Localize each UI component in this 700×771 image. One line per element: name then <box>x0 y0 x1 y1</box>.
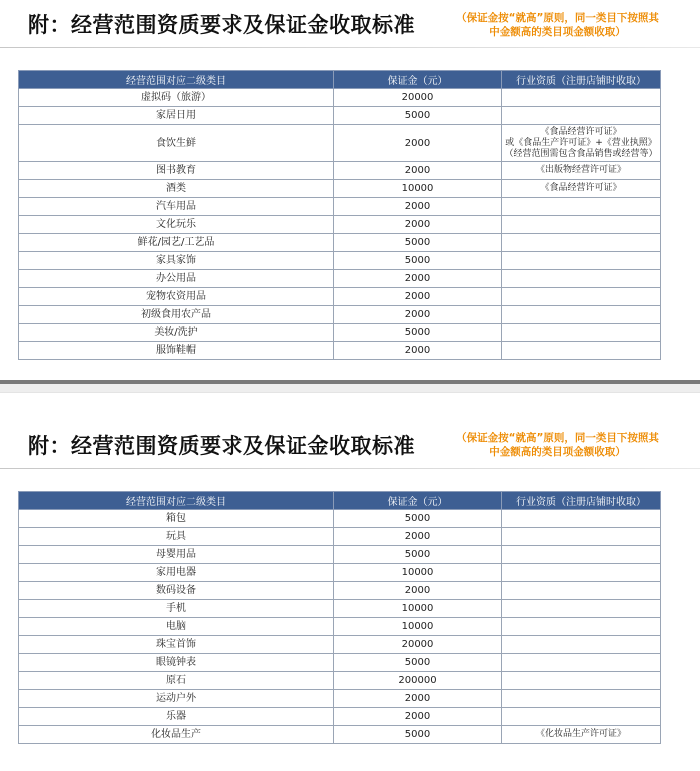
category-cell: 眼镜钟表 <box>19 654 334 672</box>
qualification-cell: 《食品经营许可证》 <box>502 180 661 198</box>
qualification-cell <box>502 234 661 252</box>
qualification-cell: 《出版物经营许可证》 <box>502 162 661 180</box>
qualification-cell <box>502 198 661 216</box>
qualification-cell <box>502 654 661 672</box>
deposit-cell: 5000 <box>334 107 502 125</box>
deposit-cell: 2000 <box>334 270 502 288</box>
deposit-cell: 2000 <box>334 198 502 216</box>
qualification-cell <box>502 564 661 582</box>
column-header-category: 经营范围对应二级类目 <box>19 71 334 89</box>
category-cell: 玩具 <box>19 528 334 546</box>
category-cell: 文化玩乐 <box>19 216 334 234</box>
table-row <box>19 288 661 306</box>
category-cell: 鲜花/园艺/工艺品 <box>19 234 334 252</box>
deposit-cell: 10000 <box>334 180 502 198</box>
category-cell: 家具家饰 <box>19 252 334 270</box>
qualification-cell <box>502 125 661 162</box>
qualification-cell <box>502 618 661 636</box>
deposit-note-line-2: 中金额高的类目项金额收取） <box>489 26 626 38</box>
table-row <box>19 107 661 125</box>
deposit-cell: 2000 <box>334 582 502 600</box>
category-cell: 数码设备 <box>19 582 334 600</box>
qualification-cell <box>502 510 661 528</box>
category-cell: 家居日用 <box>19 107 334 125</box>
column-header-qualification: 行业资质（注册店铺时收取） <box>502 492 661 510</box>
category-cell: 酒类 <box>19 180 334 198</box>
table-row <box>19 726 661 744</box>
deposit-cell: 5000 <box>334 252 502 270</box>
deposit-cell: 5000 <box>334 654 502 672</box>
deposit-table <box>18 70 661 360</box>
table-header-row <box>19 492 661 510</box>
table-row <box>19 690 661 708</box>
deposit-cell: 10000 <box>334 564 502 582</box>
deposit-cell: 2000 <box>334 125 502 162</box>
slide-gap <box>0 384 700 392</box>
table-row <box>19 528 661 546</box>
deposit-note-line-1: （保证金按“就高”原则，同一类目下按照其 <box>456 432 659 444</box>
qualification-cell <box>502 636 661 654</box>
category-cell: 乐器 <box>19 708 334 726</box>
category-cell: 图书教育 <box>19 162 334 180</box>
category-cell: 汽车用品 <box>19 198 334 216</box>
qualification-cell <box>502 528 661 546</box>
category-cell: 电脑 <box>19 618 334 636</box>
table-row <box>19 600 661 618</box>
deposit-table <box>18 491 661 744</box>
table-row <box>19 125 661 162</box>
category-cell: 化妆品生产 <box>19 726 334 744</box>
table-row <box>19 636 661 654</box>
column-header-deposit: 保证金（元） <box>334 492 502 510</box>
deposit-cell: 5000 <box>334 324 502 342</box>
category-cell: 服饰鞋帽 <box>19 342 334 360</box>
qualification-cell <box>502 89 661 107</box>
title-divider <box>0 47 700 48</box>
deposit-cell: 2000 <box>334 288 502 306</box>
qualification-cell: 《化妆品生产许可证》 <box>502 726 661 744</box>
slide-panel-2 <box>0 392 700 771</box>
deposit-cell: 2000 <box>334 306 502 324</box>
deposit-note <box>430 11 685 39</box>
table-row <box>19 582 661 600</box>
deposit-cell: 10000 <box>334 618 502 636</box>
page-title: 附：经营范围资质要求及保证金收取标准 <box>28 13 415 37</box>
deposit-note-line-2: 中金额高的类目项金额收取） <box>489 446 626 458</box>
deposit-cell: 200000 <box>334 672 502 690</box>
category-cell: 初级食用农产品 <box>19 306 334 324</box>
qualification-cell <box>502 546 661 564</box>
table-row <box>19 180 661 198</box>
category-cell: 原石 <box>19 672 334 690</box>
deposit-cell: 2000 <box>334 162 502 180</box>
table-row <box>19 324 661 342</box>
table-header-row <box>19 71 661 89</box>
table-row <box>19 654 661 672</box>
table-row <box>19 306 661 324</box>
category-cell: 家用电器 <box>19 564 334 582</box>
category-cell: 箱包 <box>19 510 334 528</box>
category-cell: 虚拟码（旅游） <box>19 89 334 107</box>
column-header-qualification: 行业资质（注册店铺时收取） <box>502 71 661 89</box>
qualification-cell <box>502 324 661 342</box>
qualification-line: 或《食品生产许可证》+《营业执照》 <box>505 137 657 148</box>
table-row <box>19 546 661 564</box>
table-row <box>19 198 661 216</box>
deposit-cell: 5000 <box>334 726 502 744</box>
deposit-cell: 2000 <box>334 216 502 234</box>
table-row <box>19 252 661 270</box>
deposit-note-line-1: （保证金按“就高”原则，同一类目下按照其 <box>456 12 659 24</box>
title-divider <box>0 468 700 469</box>
deposit-cell: 5000 <box>334 234 502 252</box>
deposit-note <box>430 431 685 459</box>
table-row <box>19 510 661 528</box>
category-cell: 运动户外 <box>19 690 334 708</box>
qualification-cell <box>502 270 661 288</box>
table-row <box>19 564 661 582</box>
deposit-cell: 5000 <box>334 546 502 564</box>
table-row <box>19 672 661 690</box>
table-row <box>19 708 661 726</box>
table-row <box>19 216 661 234</box>
category-cell: 食饮生鲜 <box>19 125 334 162</box>
category-cell: 宠物农资用品 <box>19 288 334 306</box>
qualification-line: （经营范围需包含食品销售或经营等） <box>504 148 658 159</box>
deposit-cell: 2000 <box>334 708 502 726</box>
category-cell: 手机 <box>19 600 334 618</box>
deposit-cell: 20000 <box>334 636 502 654</box>
deposit-cell: 2000 <box>334 690 502 708</box>
qualification-line: 《食品经营许可证》 <box>540 126 622 137</box>
qualification-cell <box>502 107 661 125</box>
qualification-cell <box>502 252 661 270</box>
qualification-cell <box>502 342 661 360</box>
qualification-cell <box>502 216 661 234</box>
category-cell: 办公用品 <box>19 270 334 288</box>
column-header-deposit: 保证金（元） <box>334 71 502 89</box>
qualification-cell <box>502 672 661 690</box>
table-row <box>19 270 661 288</box>
qualification-cell <box>502 600 661 618</box>
page-title: 附：经营范围资质要求及保证金收取标准 <box>28 434 415 458</box>
slide-panel-1 <box>0 0 700 384</box>
qualification-cell <box>502 690 661 708</box>
column-header-category: 经营范围对应二级类目 <box>19 492 334 510</box>
qualification-cell <box>502 306 661 324</box>
category-cell: 美妆/洗护 <box>19 324 334 342</box>
table-row <box>19 162 661 180</box>
deposit-cell: 10000 <box>334 600 502 618</box>
table-row <box>19 618 661 636</box>
qualification-cell <box>502 582 661 600</box>
table-row <box>19 89 661 107</box>
category-cell: 母婴用品 <box>19 546 334 564</box>
deposit-cell: 2000 <box>334 342 502 360</box>
table-row <box>19 234 661 252</box>
qualification-cell <box>502 288 661 306</box>
deposit-cell: 20000 <box>334 89 502 107</box>
category-cell: 珠宝首饰 <box>19 636 334 654</box>
table-row <box>19 342 661 360</box>
qualification-cell <box>502 708 661 726</box>
deposit-cell: 2000 <box>334 528 502 546</box>
deposit-cell: 5000 <box>334 510 502 528</box>
